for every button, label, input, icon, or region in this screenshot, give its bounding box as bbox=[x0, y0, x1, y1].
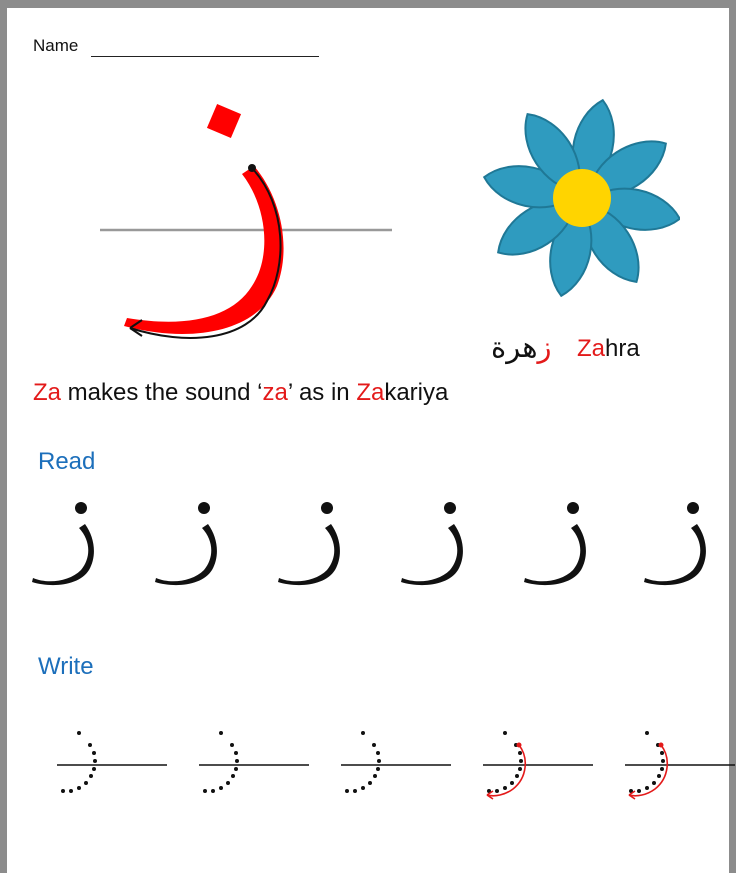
flower-center bbox=[553, 169, 611, 227]
letter-body bbox=[124, 166, 284, 334]
read-heading: Read bbox=[38, 448, 96, 475]
word-english-rest: hra bbox=[605, 335, 640, 362]
sound-sentence bbox=[33, 379, 448, 407]
read-letter-za bbox=[398, 486, 468, 586]
write-practice-row bbox=[7, 713, 729, 813]
sentence-example-rest: kariya bbox=[384, 379, 449, 406]
sentence-sound: za bbox=[262, 379, 288, 406]
read-letters-row bbox=[7, 486, 729, 596]
letter-za-stroke-diagram bbox=[92, 96, 402, 356]
sentence-example-highlight: Za bbox=[356, 379, 385, 406]
sentence-text-2: ’ as in bbox=[287, 379, 357, 406]
sentence-letter-name: Za bbox=[33, 379, 62, 406]
read-letter-za bbox=[521, 486, 591, 586]
read-letter-za bbox=[641, 486, 711, 586]
sentence-text-1: makes the sound ‘ bbox=[61, 379, 263, 406]
write-trace-guide[interactable] bbox=[341, 713, 453, 803]
name-label: Name bbox=[33, 36, 79, 55]
write-trace-guide[interactable] bbox=[199, 713, 311, 803]
flower-icon bbox=[480, 94, 680, 306]
read-letter-za bbox=[29, 486, 99, 586]
letter-dot bbox=[207, 104, 241, 138]
read-letter-za bbox=[152, 486, 222, 586]
word-english-highlight: Za bbox=[577, 335, 606, 362]
write-heading: Write bbox=[38, 653, 94, 680]
write-trace-guide[interactable] bbox=[625, 713, 736, 803]
name-input-line[interactable] bbox=[91, 56, 319, 57]
word-arabic-rest: هرة bbox=[491, 330, 538, 364]
write-trace-guide[interactable] bbox=[57, 713, 169, 803]
word-arabic-zahra bbox=[491, 330, 552, 364]
read-letter-za bbox=[275, 486, 345, 586]
word-arabic-first-letter: ز bbox=[537, 330, 552, 364]
word-english-zahra bbox=[577, 335, 640, 363]
worksheet-page bbox=[7, 8, 729, 873]
write-trace-guide[interactable] bbox=[483, 713, 595, 803]
